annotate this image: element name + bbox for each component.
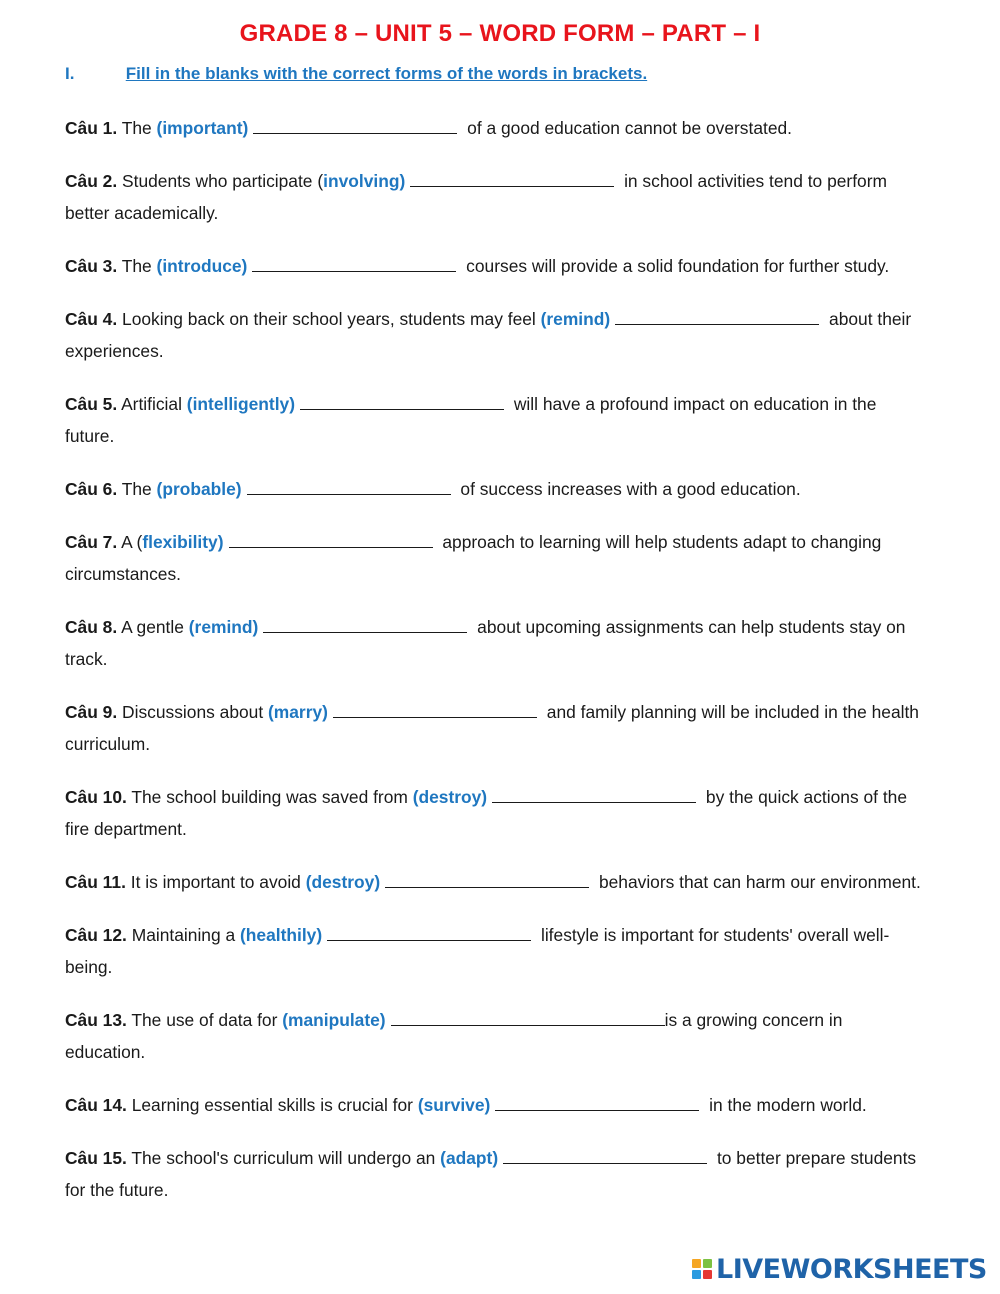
question-label: Câu 3.	[65, 256, 118, 276]
question-label: Câu 2.	[65, 171, 118, 191]
answer-blank[interactable]	[263, 618, 467, 633]
question-text-after: about their experiences.	[65, 309, 912, 361]
question-text-after: approach to learning will help students adapt to changing circumstances.	[65, 532, 882, 584]
question-text-after: of a good education cannot be overstated.	[462, 118, 793, 138]
question-11	[65, 866, 927, 898]
question-label: Câu 6.	[65, 479, 118, 499]
question-label: Câu 13.	[65, 1010, 127, 1030]
answer-blank[interactable]	[253, 119, 457, 134]
question-text-before: Maintaining a	[126, 925, 240, 945]
question-12	[65, 919, 927, 983]
answer-blank[interactable]	[229, 533, 433, 548]
question-text-before: A (	[117, 532, 143, 552]
question-text-after: and family planning will be included in the health curriculum.	[65, 702, 919, 754]
question-10	[65, 781, 927, 845]
question-text-after: in school activities tend to perform better academically.	[65, 171, 887, 223]
question-text-before: Looking back on their school years, students may feel	[117, 309, 541, 329]
word-hint: (probable)	[156, 479, 242, 499]
word-hint: (adapt)	[440, 1148, 499, 1168]
question-text-after: by the quick actions of the fire department.	[65, 787, 908, 839]
question-1	[65, 112, 927, 144]
question-text-before: The	[117, 118, 157, 138]
question-text-after: lifestyle is important for students' overall well-being.	[65, 925, 890, 977]
word-hint: (remind)	[540, 309, 611, 329]
question-8	[65, 611, 927, 675]
question-text-after: in the modern world.	[704, 1095, 867, 1115]
question-14	[65, 1089, 927, 1121]
logo-text: LIVEWORKSHEETS	[716, 1253, 987, 1285]
word-hint: (manipulate)	[282, 1010, 386, 1030]
word-hint: involving)	[323, 171, 406, 191]
question-text-before: Artificial	[117, 394, 187, 414]
answer-blank[interactable]	[252, 257, 456, 272]
word-hint: (survive)	[417, 1095, 491, 1115]
question-text-before: Discussions about	[117, 702, 268, 722]
question-label: Câu 5.	[65, 394, 118, 414]
question-text-after: courses will provide a solid foundation for further study.	[461, 256, 890, 276]
page-title: GRADE 8 – UNIT 5 – WORD FORM – PART – I	[239, 20, 761, 47]
answer-blank[interactable]	[615, 310, 819, 325]
instruction-number: I.	[65, 64, 75, 83]
word-hint: flexibility)	[142, 532, 224, 552]
word-hint: (intelligently)	[186, 394, 296, 414]
word-hint: (destroy)	[412, 787, 488, 807]
question-text-after: of success increases with a good education.	[455, 479, 801, 499]
question-2	[65, 165, 927, 229]
question-text-after: is a growing concern in education.	[65, 1010, 843, 1062]
question-text-before: Students who participate (	[117, 171, 324, 191]
question-text-before: The school's curriculum will undergo an	[126, 1148, 441, 1168]
answer-blank[interactable]	[503, 1149, 707, 1164]
question-label: Câu 8.	[65, 617, 118, 637]
answer-blank[interactable]	[327, 926, 531, 941]
liveworksheets-logo-icon	[692, 1259, 712, 1279]
answer-blank[interactable]	[333, 703, 537, 718]
question-label: Câu 1.	[65, 118, 118, 138]
logo-square	[703, 1259, 712, 1268]
word-hint: (destroy)	[305, 872, 381, 892]
question-label: Câu 12.	[65, 925, 127, 945]
instruction	[65, 64, 647, 84]
question-text-after: to better prepare students for the future.	[65, 1148, 917, 1200]
question-text-after: about upcoming assignments can help students stay on track.	[65, 617, 906, 669]
logo-square	[703, 1270, 712, 1279]
question-list	[65, 112, 927, 1227]
question-text-before: The school building was saved from	[126, 787, 413, 807]
answer-blank[interactable]	[247, 480, 451, 495]
answer-blank[interactable]	[300, 395, 504, 410]
logo-square	[692, 1259, 701, 1268]
question-text-before: A gentle	[117, 617, 189, 637]
question-label: Câu 7.	[65, 532, 118, 552]
question-7	[65, 526, 927, 590]
question-text-before: Learning essential skills is crucial for	[126, 1095, 418, 1115]
question-label: Câu 4.	[65, 309, 118, 329]
word-hint: (remind)	[188, 617, 259, 637]
question-text-before: The	[117, 256, 157, 276]
question-9	[65, 696, 927, 760]
question-label: Câu 14.	[65, 1095, 127, 1115]
answer-blank[interactable]	[492, 788, 696, 803]
question-text-before: The use of data for	[126, 1010, 283, 1030]
instruction-text: Fill in the blanks with the correct forms of the words in brackets.	[125, 64, 648, 83]
answer-blank[interactable]	[391, 1011, 665, 1026]
question-text-before: The	[117, 479, 157, 499]
logo-square	[692, 1270, 701, 1279]
word-hint: (marry)	[268, 702, 328, 722]
question-label: Câu 10.	[65, 787, 127, 807]
question-6	[65, 473, 927, 505]
question-label: Câu 9.	[65, 702, 118, 722]
question-label: Câu 11.	[65, 872, 126, 892]
question-text-after: will have a profound impact on education in the future.	[65, 394, 877, 446]
question-text-before: It is important to avoid	[125, 872, 306, 892]
question-13	[65, 1004, 927, 1068]
question-3	[65, 250, 927, 282]
question-4	[65, 303, 927, 367]
answer-blank[interactable]	[495, 1096, 699, 1111]
answer-blank[interactable]	[410, 172, 614, 187]
question-15	[65, 1142, 927, 1206]
liveworksheets-logo	[692, 1252, 987, 1286]
word-hint: (healthily)	[239, 925, 323, 945]
word-hint: (introduce)	[156, 256, 248, 276]
question-label: Câu 15.	[65, 1148, 127, 1168]
question-text-after: behaviors that can harm our environment.	[594, 872, 921, 892]
question-5	[65, 388, 927, 452]
answer-blank[interactable]	[385, 873, 589, 888]
word-hint: (important)	[156, 118, 249, 138]
